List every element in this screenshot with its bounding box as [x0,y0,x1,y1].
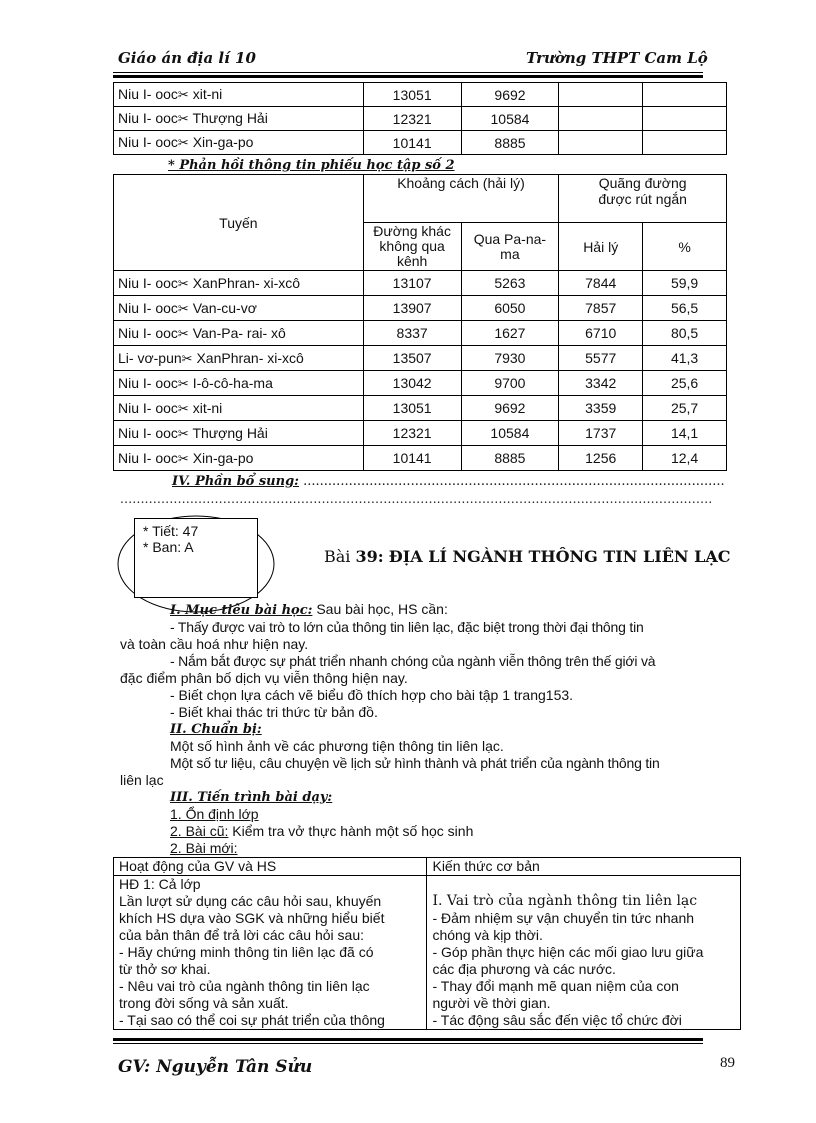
empty-cell [643,107,727,131]
activity-line: - Tại sao có thể coi sự phát triển của thông [119,1012,385,1028]
distance-other: 13051 [363,83,461,107]
knowledge-line: - Thay đổi mạnh mẽ quan niệm của con [432,978,679,994]
route-cell [114,371,364,396]
route-destination: XanPhran- xi-xcô [192,349,304,366]
route-cell [114,321,364,346]
route-origin: Niu I- ooc [118,324,178,341]
distance-panama: 1627 [461,321,559,346]
activity-line: của bản thân để trả lời các câu hỏi sau: [119,927,364,943]
supplement-label: IV. Phần bổ sung: [172,474,299,489]
footer-rule-thick [113,1038,703,1041]
scissors-icon: ✂ [177,375,189,391]
table-row [114,83,727,107]
distance-panama: 8885 [461,446,559,471]
table-row [114,396,727,421]
distance-other: 12321 [363,107,461,131]
prep-line-2: Một số tư liệu, câu chuyện về lịch sử hình thành và phát triển của ngành thông tin [170,755,660,771]
activity-line: HĐ 1: Cả lớp [119,876,201,892]
saved-percent: 25,7 [643,396,727,421]
distance-panama: 7930 [461,346,559,371]
th-panama: Qua Pa-na-ma [461,223,559,271]
lesson-th-left: Hoạt động của GV và HS [114,858,427,876]
route-destination: Xin-ga-po [188,449,254,466]
lesson-knowledge-cell [427,876,741,1030]
scissors-icon: ✂ [181,350,193,366]
route-origin: Niu I- ooc [118,399,178,416]
process-step-2-text: Kiểm tra vở thực hành một số học sinh [232,823,474,839]
saved-nautical: 1737 [559,421,643,446]
th-distance: Khoảng cách (hải lý) [363,175,559,223]
saved-nautical: 3342 [559,371,643,396]
th-percent: % [643,223,727,271]
saved-percent: 12,4 [643,446,727,471]
distance-panama: 5263 [461,271,559,296]
route-origin: Niu I- ooc [118,374,178,391]
scissors-icon: ✂ [177,425,189,441]
distance-table [113,174,727,471]
distance-other: 13051 [363,396,461,421]
empty-cell [559,83,643,107]
th-route: Tuyến [114,175,364,271]
route-cell [114,346,364,371]
supplement-dots-2: ................................................................................................................................................ [120,492,713,506]
objective-1b: và toàn cầu hoá như hiện nay. [120,636,309,652]
route-destination: Thượng Hải [188,424,268,441]
footer-rule [113,1043,703,1044]
knowledge-line: các địa phương và các nước. [432,961,616,977]
distance-other: 13042 [363,371,461,396]
lesson-activity-cell [114,876,427,1030]
distance-panama: 9692 [461,396,559,421]
scissors-icon: ✂ [177,135,189,150]
process-heading: III. Tiến trình bài dạy: [170,790,333,805]
distance-other: 10141 [363,131,461,155]
period-label: * Tiết: 47 [143,523,199,539]
process-step-1: 1. Ổn định lớp [170,806,259,822]
scissors-icon: ✂ [177,450,189,466]
empty-cell [643,131,727,155]
empty-cell [559,107,643,131]
table-row [114,296,727,321]
knowledge-line: I. Vai trò của ngành thông tin liên lạc [432,893,698,909]
route-destination: Thượng Hải [188,110,268,126]
route-origin: Niu I- ooc [118,299,178,316]
lesson-title [324,547,730,566]
th-other-route: Đường khác không qua kênh [363,223,461,271]
objective-2a: - Nắm bắt được sự phát triển nhanh chóng của ngành viễn thông trên thế giới và [170,653,656,669]
activity-line: từ thở sơ khai. [119,961,211,977]
distance-panama: 10584 [461,421,559,446]
scissors-icon: ✂ [177,275,189,291]
activity-line: - Hãy chứng minh thông tin liên lạc đã có [119,944,374,960]
supplement-line [172,474,725,489]
saved-percent: 41,3 [643,346,727,371]
header-left: Giáo án địa lí 10 [118,49,256,67]
route-origin: Niu I- ooc [118,86,178,102]
scissors-icon: ✂ [177,111,189,126]
lesson-table [113,857,741,1030]
saved-nautical: 3359 [559,396,643,421]
table-row [114,131,727,155]
route-cell [114,421,364,446]
process-section [170,788,730,857]
distance-other: 13907 [363,296,461,321]
prep-line-3: liên lạc [120,772,164,788]
route-destination: Xin-ga-po [188,134,254,150]
scissors-icon: ✂ [177,325,189,341]
feedback-title: * Phản hồi thông tin phiếu học tập số 2 [168,158,455,173]
route-origin: Li- vơ-pun [118,349,182,366]
saved-percent: 59,9 [643,271,727,296]
distance-other: 13507 [363,346,461,371]
scissors-icon: ✂ [177,400,189,416]
supplement-dots: ...................................................................................................... [303,474,725,489]
activity-line: khích HS dựa vào SGK và những hiểu biết [119,910,385,926]
th-nautical: Hải lý [559,223,643,271]
objective-3: - Biết chọn lựa cách vẽ biểu đồ thích hợp cho bài tập 1 trang153. [170,687,574,703]
route-destination: Van-Pa- rai- xô [188,324,286,341]
th-saved: Quãng đường được rút ngắn [559,175,727,223]
info-box [134,518,258,598]
route-destination: Van-cu-vơ [188,299,257,316]
saved-nautical: 1256 [559,446,643,471]
route-origin: Niu I- ooc [118,134,178,150]
knowledge-line: chóng và kịp thời. [432,927,543,943]
objective-4: - Biết khai thác tri thức từ bản đồ. [170,704,378,720]
knowledge-line: người về thời gian. [432,995,551,1011]
saved-nautical: 5577 [559,346,643,371]
lesson-name: ĐỊA LÍ NGÀNH THÔNG TIN LIÊN LẠC [388,547,731,566]
distance-panama: 8885 [461,131,559,155]
scissors-icon: ✂ [177,87,189,102]
prep-line-1: Một số hình ảnh về các phương tiện thông tin liên lạc. [170,738,504,754]
route-cell [114,271,364,296]
header-rule-thick [113,75,703,78]
page-number: 89 [720,1055,735,1071]
table-row [114,446,727,471]
process-step-3: 2. Bài mới: [170,840,238,856]
distance-other: 12321 [363,421,461,446]
route-cell [114,296,364,321]
saved-nautical: 6710 [559,321,643,346]
knowledge-line: - Góp phần thực hiện các mối giao lưu giữa [432,944,704,960]
scissors-icon: ✂ [177,300,189,316]
distance-other: 13107 [363,271,461,296]
route-origin: Niu I- ooc [118,449,178,466]
table-row [114,371,727,396]
objective-2b: đặc điểm phân bố dịch vụ viễn thông hiện nay. [120,670,408,686]
table-row [114,346,727,371]
top-table [113,82,727,155]
table-row [114,421,727,446]
lesson-th-right: Kiến thức cơ bản [427,858,741,876]
route-origin: Niu I- ooc [118,110,178,126]
prep-heading: II. Chuẩn bị: [170,722,262,737]
distance-panama: 9692 [461,83,559,107]
prep-section [120,720,740,789]
distance-other: 8337 [363,321,461,346]
activity-line: - Nêu vai trò của ngành thông tin liên lạc [119,978,370,994]
route-destination: XanPhran- xi-xcô [188,274,301,291]
route-origin: Niu I- ooc [118,424,178,441]
distance-panama: 6050 [461,296,559,321]
saved-percent: 80,5 [643,321,727,346]
route-cell [114,396,364,421]
header-right: Trường THPT Cam Lộ [526,49,708,67]
objective-1a: - Thấy được vai trò to lớn của thông tin liên lạc, đặc biệt trong thời đại thông tin [170,619,644,635]
knowledge-line: - Đảm nhiệm sự vận chuyển tin tức nhanh [432,910,695,926]
class-label: * Ban: A [143,539,194,555]
route-cell [114,131,364,155]
saved-nautical: 7857 [559,296,643,321]
empty-cell [643,83,727,107]
distance-panama: 10584 [461,107,559,131]
saved-percent: 25,6 [643,371,727,396]
lesson-number: 39: [355,547,384,566]
distance-panama: 9700 [461,371,559,396]
route-destination: I-ô-cô-ha-ma [188,374,273,391]
header-rule [113,72,703,73]
route-destination: xit-ni [188,86,223,102]
knowledge-line: - Tác động sâu sắc đến việc tổ chức đời [432,1012,682,1028]
table-row [114,321,727,346]
empty-cell [559,131,643,155]
route-cell [114,83,364,107]
process-step-2-label: 2. Bài cũ: [170,823,229,839]
objectives-heading: I. Mục tiêu bài học: [170,603,313,618]
saved-percent: 56,5 [643,296,727,321]
lesson-prefix: Bài [324,547,351,566]
distance-other: 10141 [363,446,461,471]
table-row [114,271,727,296]
route-cell [114,446,364,471]
route-destination: xit-ni [188,399,223,416]
route-origin: Niu I- ooc [118,274,178,291]
footer-author: GV: Nguyễn Tân Sửu [118,1057,313,1077]
activity-line: trong đời sống và sản xuất. [119,995,289,1011]
objectives-section [120,601,740,721]
table-row [114,107,727,131]
objectives-intro: Sau bài học, HS cần: [316,601,448,617]
saved-nautical: 7844 [559,271,643,296]
route-cell [114,107,364,131]
saved-percent: 14,1 [643,421,727,446]
activity-line: Lần lượt sử dụng các câu hỏi sau, khuyến [119,893,382,909]
